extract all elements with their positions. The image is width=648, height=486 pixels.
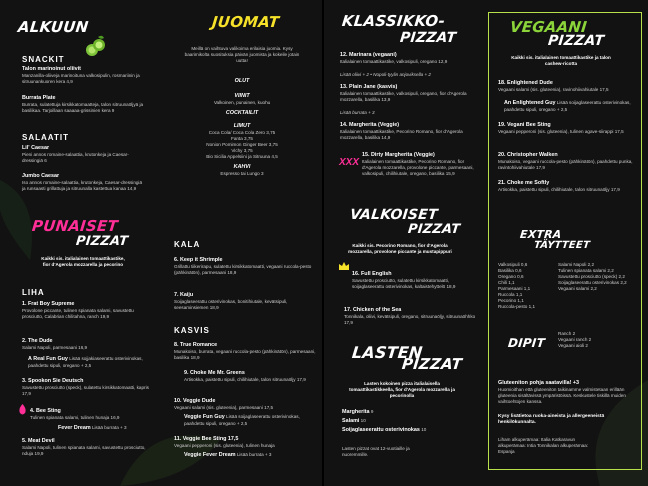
- extra-list-right: [558, 262, 630, 292]
- list-item: Vegaani ranch 2: [558, 336, 592, 342]
- kids-item: [342, 418, 472, 425]
- item-name: Burrata Plate: [22, 95, 56, 101]
- drink-group-heading: COCKTAILIT: [225, 110, 259, 116]
- list-item: Vegaani salami 2,2: [558, 285, 597, 291]
- menu-item: [352, 271, 478, 290]
- lasten-subtitle: PIZZAT: [401, 355, 463, 373]
- menu-item-addon: [184, 414, 316, 427]
- kids-note: Lasten pizzat ovat 12-vuotiaille ja nuoremmille.: [342, 446, 410, 457]
- kala-heading: KALA: [174, 240, 201, 249]
- item-name: 19. Vegani Bee Sting: [498, 122, 551, 128]
- item-name: 13. Plain Jane (kasvis): [340, 84, 398, 90]
- list-item: Parmesaani 1,1: [498, 285, 531, 291]
- item-name: 20. Christopher Walken: [498, 152, 558, 158]
- item-desc: Tulinen spianata salami, tulinen hunaja 16,9: [30, 415, 120, 421]
- menu-item-addon: [504, 100, 638, 113]
- punaiset-intro: Kaikki sis. italialainen tomaattikastike, fior d'Agerola mozzarella ja pecorino: [41, 256, 125, 267]
- item-desc: Italialainen tomaattikastike, valkosipuli, oregano 12,9: [340, 59, 448, 65]
- allergy-note: Kysy lisätietoa ruoka-aineista ja allergeeneistä henkilökunnalta.: [498, 414, 605, 426]
- list-item: Ruccola 1,1: [498, 291, 523, 297]
- list-item: Salami Napoli 2,2: [558, 262, 595, 267]
- item-name: 7. Kaiju: [174, 292, 194, 298]
- item-name: Fever Dream: [58, 425, 91, 431]
- list-item: Basilika 0,6: [498, 267, 522, 273]
- punaiset-title: PUNAISET: [31, 217, 119, 235]
- item-price: 10: [421, 427, 427, 432]
- item-desc: Soijaglaseerattu osterivinokas, bonitihiutale, kevätsipuli, seesaminsiemen 18,9: [174, 299, 288, 310]
- item-desc: Artisokka, paistettu sipuli, chilihiutale, talon sitruunaöljy 17,9: [184, 377, 306, 383]
- item-name: 12. Marinara (vegaani): [340, 52, 397, 58]
- menu-item-addon: Lisää oliivi + 2 • Nopoli-tyylin anjoviksella + 2: [340, 72, 431, 77]
- alkuun-title: ALKUUN: [17, 18, 90, 36]
- menu-item: [22, 301, 152, 320]
- extra-list-left: [498, 262, 556, 310]
- item-name: Veggie Fun Guy: [184, 414, 225, 420]
- list-item: Vegaani aioli 2: [558, 342, 588, 348]
- list-item: Tulinen spianata salami 2,2: [558, 267, 614, 273]
- item-desc: Munakoiso, vegaani ruccola-pesto (pähkinätön), paahdettu punka, ravintohiivahiutale 17,9: [498, 159, 633, 170]
- item-desc: Italialainen tomaattikastike, valkosipuli, oregano, fior d'Agerola mozzarella, basilika 13,9: [340, 91, 467, 102]
- list-item: Chili 1,1: [498, 279, 515, 285]
- item-desc: Savustettu prosciutto (speck), sulatettu kirsikkatomaatti, kapris 17,9: [22, 385, 149, 396]
- menu-item: [498, 180, 638, 193]
- item-price: 9: [370, 409, 374, 414]
- item-desc: Lisää soijaglaseerattu osterivinokas, paahdettu sipuli, oregano + 2,5: [184, 414, 300, 427]
- drink-line: Valkoinen, punainen, kuohu: [213, 100, 271, 106]
- item-desc: Vegaani salami (sis. gluteenia), parmesaani 17,5: [174, 405, 274, 411]
- salaatit-heading: SALAATIT: [22, 133, 69, 142]
- drink-line: Coca Cola/ Coca Cola Zero 3,75: [208, 130, 276, 136]
- menu-item: [30, 408, 152, 421]
- menu-item-addon: [28, 356, 152, 369]
- extra-title: EXTRA: [519, 228, 563, 241]
- valkoiset-intro: Kaikki sis. Pecorino Romano, fior d'Agerola mozzarella, provolone piccante ja mustapippuri: [348, 243, 452, 254]
- juomat-title: JUOMAT: [211, 13, 281, 31]
- menu-item: [22, 438, 152, 457]
- list-item: Oregano 0,6: [498, 273, 524, 279]
- item-name: Salami: [342, 418, 360, 424]
- list-item: Savustettu prosciutto (speck) 2,2: [558, 273, 625, 279]
- lasten-intro: Lasten kokoinen pizza italialaisella tomaattikastikkeella, fior d'Agerola mozzarella ja pecorinolla: [349, 381, 455, 398]
- item-desc: Italialainen tomaattikastike, Pecorino Romano, fior d'Agerola mozzarella, basilika 14,9: [340, 129, 463, 140]
- gluten-note: [498, 380, 636, 405]
- item-name: 4. Bee Sting: [30, 408, 61, 414]
- drink-line: Fanta 3,75: [231, 136, 253, 141]
- menu-item: [174, 398, 316, 411]
- item-desc: Savustettu prosciutto, sulatettu kirsikkatomaatti, soijaglaseerattu osterivinokas, kaltaistehyttelö 18,9: [352, 278, 456, 289]
- kids-item: [342, 409, 472, 416]
- menu-item: [22, 338, 152, 351]
- item-name: 16. Full English: [352, 271, 392, 277]
- gluten-desc: Huomioithan että gluteeniton taikinamme valmistetaan erillään gluteenia sisältävissä ympäristöissä. Keskustele tiskillä muiden vaihtoehtojen kanssa.: [498, 387, 626, 404]
- drink-line: Vichy 3,75: [231, 147, 253, 153]
- item-name: 10. Veggie Dude: [174, 398, 216, 404]
- column-alkuun: [0, 0, 160, 486]
- valkoiset-subtitle: PIZZAT: [407, 222, 461, 237]
- menu-item: [340, 84, 478, 103]
- snackit-heading: SNACKIT: [22, 55, 65, 64]
- menu-item-addon: Lisää burrata + 3: [340, 110, 375, 115]
- item-desc: Iso annos romaine-salaattia, krutonkeja, Caesar-dressingiä ja runsaasti grillattuja ja sitruunalla kastettua kanaa 14,9: [22, 180, 143, 191]
- vegaani-subtitle: PIZZAT: [547, 33, 605, 49]
- item-desc: Italialainen tomaattikastike, Pecorino Romano, fior d'Agerola mozzarella, provolone piccante, parmesaani, valkosipuli, chilihiutale, oregano, basilika 15,9: [362, 159, 474, 176]
- item-name: A Real Fun Guy: [28, 356, 68, 362]
- drink-group-heading: LIMUT: [233, 123, 251, 130]
- column-juomat: [160, 0, 322, 486]
- item-name: Margherita: [342, 409, 370, 415]
- item-desc: Lisää sojjakiaseerattu osterivinokas, paahdettu sipuli, oregano + 2,5: [28, 356, 143, 369]
- menu-item: [174, 342, 316, 361]
- list-item: Soijaglaseerattu osterivinokas 2,2: [558, 279, 627, 285]
- item-desc: Salami Napoli, parmesaani 16,9: [22, 345, 88, 351]
- column-vegaani: [482, 0, 648, 486]
- item-desc: Manzanilla-oliiveja marinoituna valkosipulin, rosmariinin ja sitruunankuoren kera 4,9: [22, 73, 140, 84]
- item-name: 1. Frat Boy Supreme: [22, 301, 75, 307]
- drink-group: [184, 78, 300, 177]
- item-desc: Grillattu tiikerirapu, sulatettu kirsikkatomaatti, vegaani ruccola-pesto (pähkinätön), parmesaani 18,9: [174, 264, 312, 275]
- item-desc: Vegaani pepperoni (sis. gluteenia), tulinen hunaja: [174, 443, 275, 449]
- item-name: Jumbo Caesar: [22, 173, 60, 179]
- klassikko-subtitle: PIZZAT: [399, 30, 457, 46]
- menu-item: [340, 122, 478, 141]
- drink-group-heading: VIINIT: [234, 93, 250, 100]
- item-name: 11. Veggie Bee Sting 17,5: [174, 436, 239, 442]
- menu-item: [174, 436, 316, 449]
- item-desc: Lisää burrata + 3: [91, 425, 127, 430]
- origin-note: Liham alkuperämaa: Italia Katkaravun alkuperämaa: Intia Tonnikalan alkuperämaa: Espanja: [498, 437, 589, 454]
- item-name: Lil' Caesar: [22, 145, 50, 151]
- item-name: An Enlightened Guy: [504, 100, 556, 106]
- kasvis-heading: KASVIS: [174, 326, 210, 335]
- drink-line: Bio Sicilia Appelsiini ja Sitruuna 4,5: [206, 153, 278, 159]
- item-name: 5. Meat Devil: [22, 438, 55, 444]
- item-price: 10: [360, 418, 366, 423]
- drink-group-heading: KAHVI: [233, 163, 251, 170]
- menu-item: [362, 152, 478, 177]
- item-desc: Vegaani salami (sis. gluteenia), ravinohiivahiutale 17,5: [498, 87, 609, 93]
- liha-heading: LIHA: [22, 288, 45, 297]
- item-name: 14. Margherita (Veggie): [340, 122, 400, 128]
- drink-line: Espresso tai Lungo 3: [220, 170, 264, 176]
- item-name: 15. Dirty Margherita (Veggie): [362, 152, 435, 158]
- item-name: Soijaglaseerattu osterivinokas: [342, 427, 420, 433]
- drink-group-heading: OLUT: [234, 78, 250, 84]
- item-desc: Provolone piccante, tulinen spianata salami, savustettu prosciutto, Calabrian chilitahna, ranch 19,9: [22, 308, 134, 319]
- item-desc: Vegaani pepperoni (sis. gluteenia), tulinen agave-siirappi 17,5: [498, 129, 624, 135]
- item-name: 8. True Romance: [174, 342, 218, 348]
- list-item: Ranch 2: [558, 331, 576, 336]
- dipit-list: [558, 331, 630, 349]
- item-desc: Lisää burrata + 3: [236, 452, 272, 457]
- vegaani-intro: Kaikki sis. italialainen tomaattikastike ja talon cashew-ricotta: [511, 55, 611, 66]
- item-desc: Salami Napoli, tulinen spianata salami, savustettu prosciutto, nduja 19,9: [22, 445, 146, 456]
- gluten-heading: Gluteeniton pohja saatavilla! +3: [498, 380, 580, 386]
- list-item: Ruccola-pesto 1,1: [498, 303, 536, 309]
- item-desc: Tonnikala, oliivi, kevätsipuli, oregano, sitruunaöljy, sitruunaöhhko 17,9: [344, 314, 476, 325]
- menu-item: [174, 257, 316, 276]
- item-name: Talon marinoinut oliivit: [22, 66, 81, 72]
- menu-item: [174, 292, 316, 311]
- item-desc: Munakoiso, burrata, vegaani ruccola-pesto (pähkinätön), parmesaani, basilika 18,9: [174, 349, 316, 360]
- item-name: 3. Spookon Sie Deutsch: [22, 378, 84, 384]
- column-klassikko: [322, 0, 482, 486]
- item-name: 2. The Dude: [22, 338, 53, 344]
- drink-line: Nonion Pomimon Ginger Beer 3,75: [206, 141, 278, 147]
- item-name: 18. Enlightened Dude: [498, 80, 553, 86]
- kids-item: [342, 427, 472, 434]
- extra-subtitle: TÄYTTEET: [533, 240, 591, 251]
- menu-item: [22, 66, 144, 85]
- menu-item: [498, 122, 638, 135]
- item-desc: Burrata, sulatettuja kirsikkatomaatteja, talon sitruunaöljyä ja basilikaa. Tarjoillaan saaaaa-grissinien kera 9: [22, 102, 144, 113]
- menu-item: [22, 173, 144, 192]
- menu-item: [498, 152, 638, 171]
- menu-item: [22, 145, 144, 164]
- list-item: Pecorino 1,1: [498, 297, 524, 303]
- klassikko-title: KLASSIKKO-: [341, 12, 446, 30]
- juomat-intro: Meillä on vaihtuva valikoima erilaisia juomia. Kysy baarimikolta suosituksia päivän juomista ja kokeile jotain uutta!: [184, 46, 300, 63]
- list-item: Valkosipuli 0,6: [498, 262, 528, 267]
- xxx-mark-icon: XXX: [339, 157, 360, 168]
- item-name: 21. Choke me Softly: [498, 180, 550, 186]
- lime-icon: [84, 34, 106, 58]
- item-name: 6. Keep it Shrimple: [174, 257, 223, 263]
- menu-item: [498, 80, 638, 93]
- item-desc: Lisää soijaglaseerattu osterivinokas, paahdettu sipuli, oregano + 2,5: [504, 100, 631, 113]
- item-name: Veggie Fever Dream: [184, 452, 236, 458]
- item-desc: Pieni annos romaine-salaattia, krutonkeja ja Caesar-dressingiä 6: [22, 152, 129, 163]
- flame-icon: [18, 404, 27, 415]
- menu-item: [344, 307, 478, 326]
- item-name: 17. Chicken of the Sea: [344, 307, 402, 313]
- vegaani-title: VEGAANI: [509, 18, 588, 36]
- menu-item: [340, 52, 478, 65]
- menu-item: [184, 370, 316, 383]
- lasten-title: LASTEN: [351, 343, 424, 362]
- crown-icon: [339, 262, 349, 270]
- punaiset-subtitle: PIZZAT: [75, 234, 129, 249]
- item-name: 9. Choke Me Mr. Greens: [184, 370, 245, 376]
- menu-item: [22, 378, 152, 397]
- menu-item: [22, 95, 144, 114]
- menu-item-addon: [184, 452, 316, 459]
- valkoiset-title: VALKOISET: [349, 207, 439, 223]
- item-desc: Artisokka, paistettu sipuli, chilihiutale, talon sitruunaöljy 17,9: [498, 187, 620, 193]
- dipit-title: DIPIT: [507, 336, 546, 350]
- menu-item-addon: [58, 425, 154, 432]
